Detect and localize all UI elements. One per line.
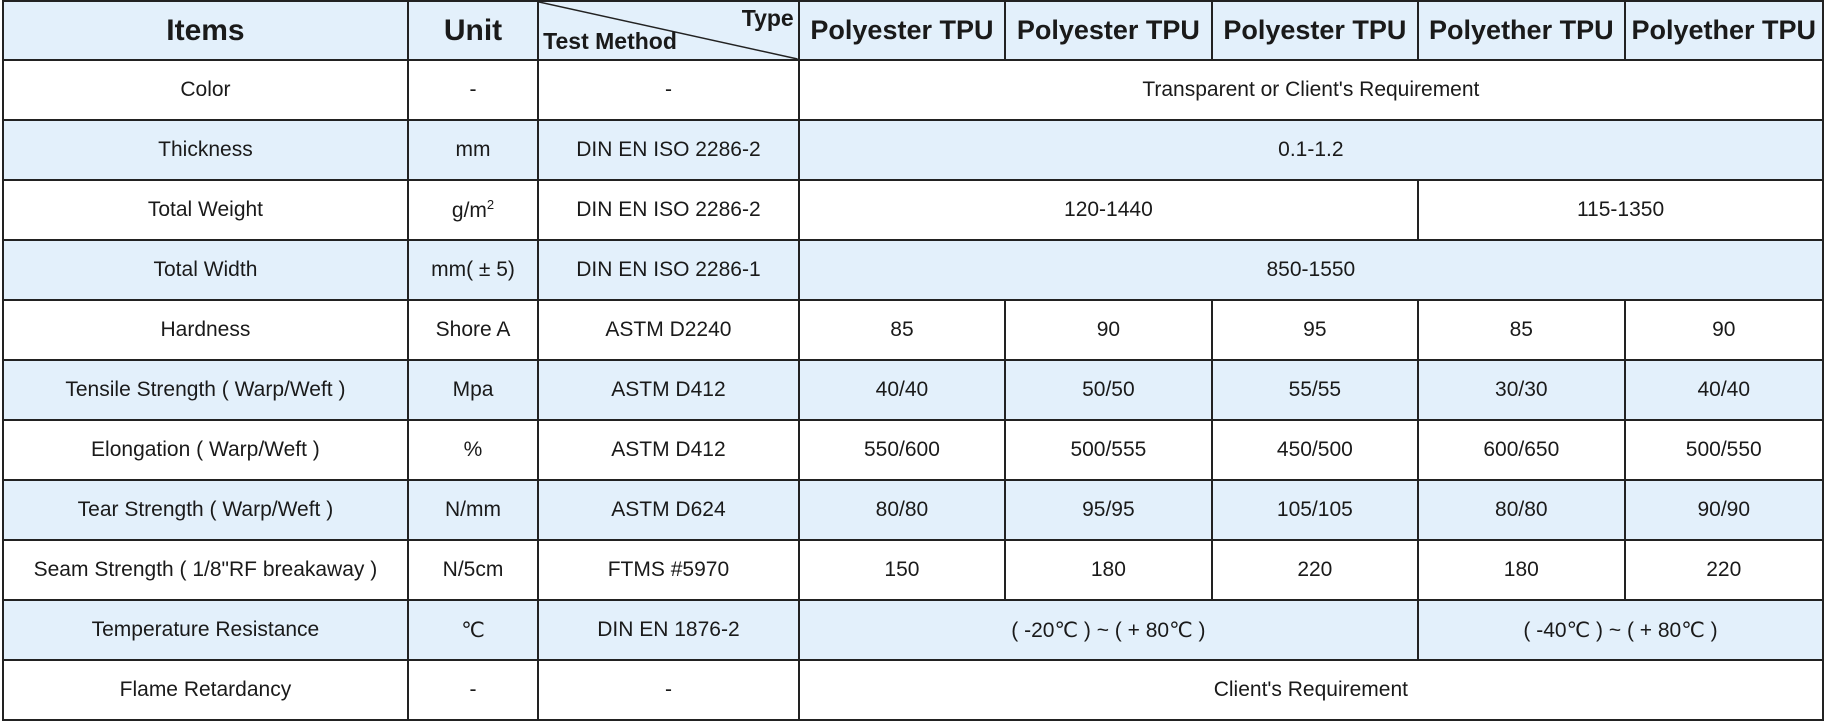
value-cell: 850-1550 bbox=[799, 240, 1823, 300]
unit-text: mm bbox=[455, 138, 491, 161]
unit-cell bbox=[408, 240, 538, 300]
value-cell: 115-1350 bbox=[1418, 180, 1823, 240]
unit-cell bbox=[408, 660, 538, 720]
unit-text: N/5cm bbox=[442, 558, 504, 581]
table-row bbox=[3, 660, 1823, 720]
value-cell: 500/550 bbox=[1625, 420, 1823, 480]
items-header: Items bbox=[3, 1, 408, 60]
unit-cell bbox=[408, 600, 538, 660]
unit-text: mm( ± 5) bbox=[431, 258, 515, 281]
unit-header: Unit bbox=[408, 1, 538, 60]
value-cell: 105/105 bbox=[1212, 480, 1418, 540]
unit-text: ℃ bbox=[461, 618, 485, 642]
value-cell: 95 bbox=[1212, 300, 1418, 360]
table-row bbox=[3, 540, 1823, 600]
unit-cell bbox=[408, 360, 538, 420]
test-method-cell: DIN EN 1876-2 bbox=[538, 600, 799, 660]
value-cell: 600/650 bbox=[1418, 420, 1624, 480]
value-cell: 0.1-1.2 bbox=[799, 120, 1823, 180]
value-cell: 120-1440 bbox=[799, 180, 1418, 240]
unit-cell bbox=[408, 180, 538, 240]
spec-table bbox=[2, 0, 1824, 721]
table-row bbox=[3, 180, 1823, 240]
test-method-cell: ASTM D624 bbox=[538, 480, 799, 540]
test-method-label: Test Method bbox=[543, 28, 677, 54]
value-cell: 90/90 bbox=[1625, 480, 1823, 540]
item-cell: Hardness bbox=[3, 300, 408, 360]
item-cell: Tensile Strength ( Warp/Weft ) bbox=[3, 360, 408, 420]
unit-text: g/m bbox=[451, 199, 487, 222]
unit-cell bbox=[408, 480, 538, 540]
table-row bbox=[3, 600, 1823, 660]
item-cell: Color bbox=[3, 60, 408, 120]
value-cell: 40/40 bbox=[799, 360, 1005, 420]
unit-text: - bbox=[469, 78, 477, 101]
table-row bbox=[3, 120, 1823, 180]
item-cell: Total Weight bbox=[3, 180, 408, 240]
value-cell: 180 bbox=[1005, 540, 1211, 600]
unit-cell bbox=[408, 300, 538, 360]
item-cell: Elongation ( Warp/Weft ) bbox=[3, 420, 408, 480]
value-cell: 180 bbox=[1418, 540, 1624, 600]
test-method-cell: ASTM D2240 bbox=[538, 300, 799, 360]
type-header: Polyether TPU bbox=[1625, 1, 1823, 60]
unit-cell bbox=[408, 540, 538, 600]
table-row bbox=[3, 420, 1823, 480]
value-cell: 550/600 bbox=[799, 420, 1005, 480]
value-cell: 55/55 bbox=[1212, 360, 1418, 420]
table-row bbox=[3, 240, 1823, 300]
value-cell: Transparent or Client's Requirement bbox=[799, 60, 1823, 120]
unit-text: Shore A bbox=[435, 318, 511, 341]
value-cell: 80/80 bbox=[1418, 480, 1624, 540]
table-row bbox=[3, 300, 1823, 360]
item-cell: Temperature Resistance bbox=[3, 600, 408, 660]
test-method-cell: DIN EN ISO 2286-1 bbox=[538, 240, 799, 300]
unit-cell bbox=[408, 60, 538, 120]
type-label: Type bbox=[741, 5, 794, 31]
unit-text: N/mm bbox=[445, 498, 502, 521]
type-method-header bbox=[538, 1, 799, 60]
value-cell: 30/30 bbox=[1418, 360, 1624, 420]
value-cell: ( -40℃ ) ~ ( + 80℃ ) bbox=[1418, 600, 1823, 660]
value-cell: ( -20℃ ) ~ ( + 80℃ ) bbox=[799, 600, 1418, 660]
value-cell: 80/80 bbox=[799, 480, 1005, 540]
table-row bbox=[3, 480, 1823, 540]
type-header: Polyester TPU bbox=[799, 1, 1005, 60]
unit-superscript: 2 bbox=[486, 197, 495, 212]
item-cell: Thickness bbox=[3, 120, 408, 180]
value-cell: 95/95 bbox=[1005, 480, 1211, 540]
type-header: Polyester TPU bbox=[1212, 1, 1418, 60]
spec-table-body bbox=[3, 60, 1823, 720]
value-cell: 85 bbox=[1418, 300, 1624, 360]
value-cell: 220 bbox=[1212, 540, 1418, 600]
item-cell: Tear Strength ( Warp/Weft ) bbox=[3, 480, 408, 540]
test-method-cell: DIN EN ISO 2286-2 bbox=[538, 120, 799, 180]
value-cell: 40/40 bbox=[1625, 360, 1823, 420]
unit-text: Mpa bbox=[452, 378, 494, 401]
test-method-cell: FTMS #5970 bbox=[538, 540, 799, 600]
item-cell: Seam Strength ( 1/8"RF breakaway ) bbox=[3, 540, 408, 600]
value-cell: 220 bbox=[1625, 540, 1823, 600]
test-method-cell: - bbox=[538, 660, 799, 720]
item-cell: Flame Retardancy bbox=[3, 660, 408, 720]
type-header: Polyester TPU bbox=[1005, 1, 1211, 60]
value-cell: 50/50 bbox=[1005, 360, 1211, 420]
unit-cell bbox=[408, 420, 538, 480]
unit-text: - bbox=[469, 678, 477, 701]
unit-text: % bbox=[463, 438, 483, 461]
item-cell: Total Width bbox=[3, 240, 408, 300]
type-header: Polyether TPU bbox=[1418, 1, 1624, 60]
test-method-cell: - bbox=[538, 60, 799, 120]
table-row bbox=[3, 60, 1823, 120]
table-row bbox=[3, 360, 1823, 420]
value-cell: 90 bbox=[1625, 300, 1823, 360]
value-cell: 500/555 bbox=[1005, 420, 1211, 480]
header-row bbox=[3, 1, 1823, 60]
test-method-cell: ASTM D412 bbox=[538, 420, 799, 480]
value-cell: 450/500 bbox=[1212, 420, 1418, 480]
test-method-cell: DIN EN ISO 2286-2 bbox=[538, 180, 799, 240]
value-cell: Client's Requirement bbox=[799, 660, 1823, 720]
unit-cell bbox=[408, 120, 538, 180]
value-cell: 150 bbox=[799, 540, 1005, 600]
test-method-cell: ASTM D412 bbox=[538, 360, 799, 420]
value-cell: 90 bbox=[1005, 300, 1211, 360]
value-cell: 85 bbox=[799, 300, 1005, 360]
